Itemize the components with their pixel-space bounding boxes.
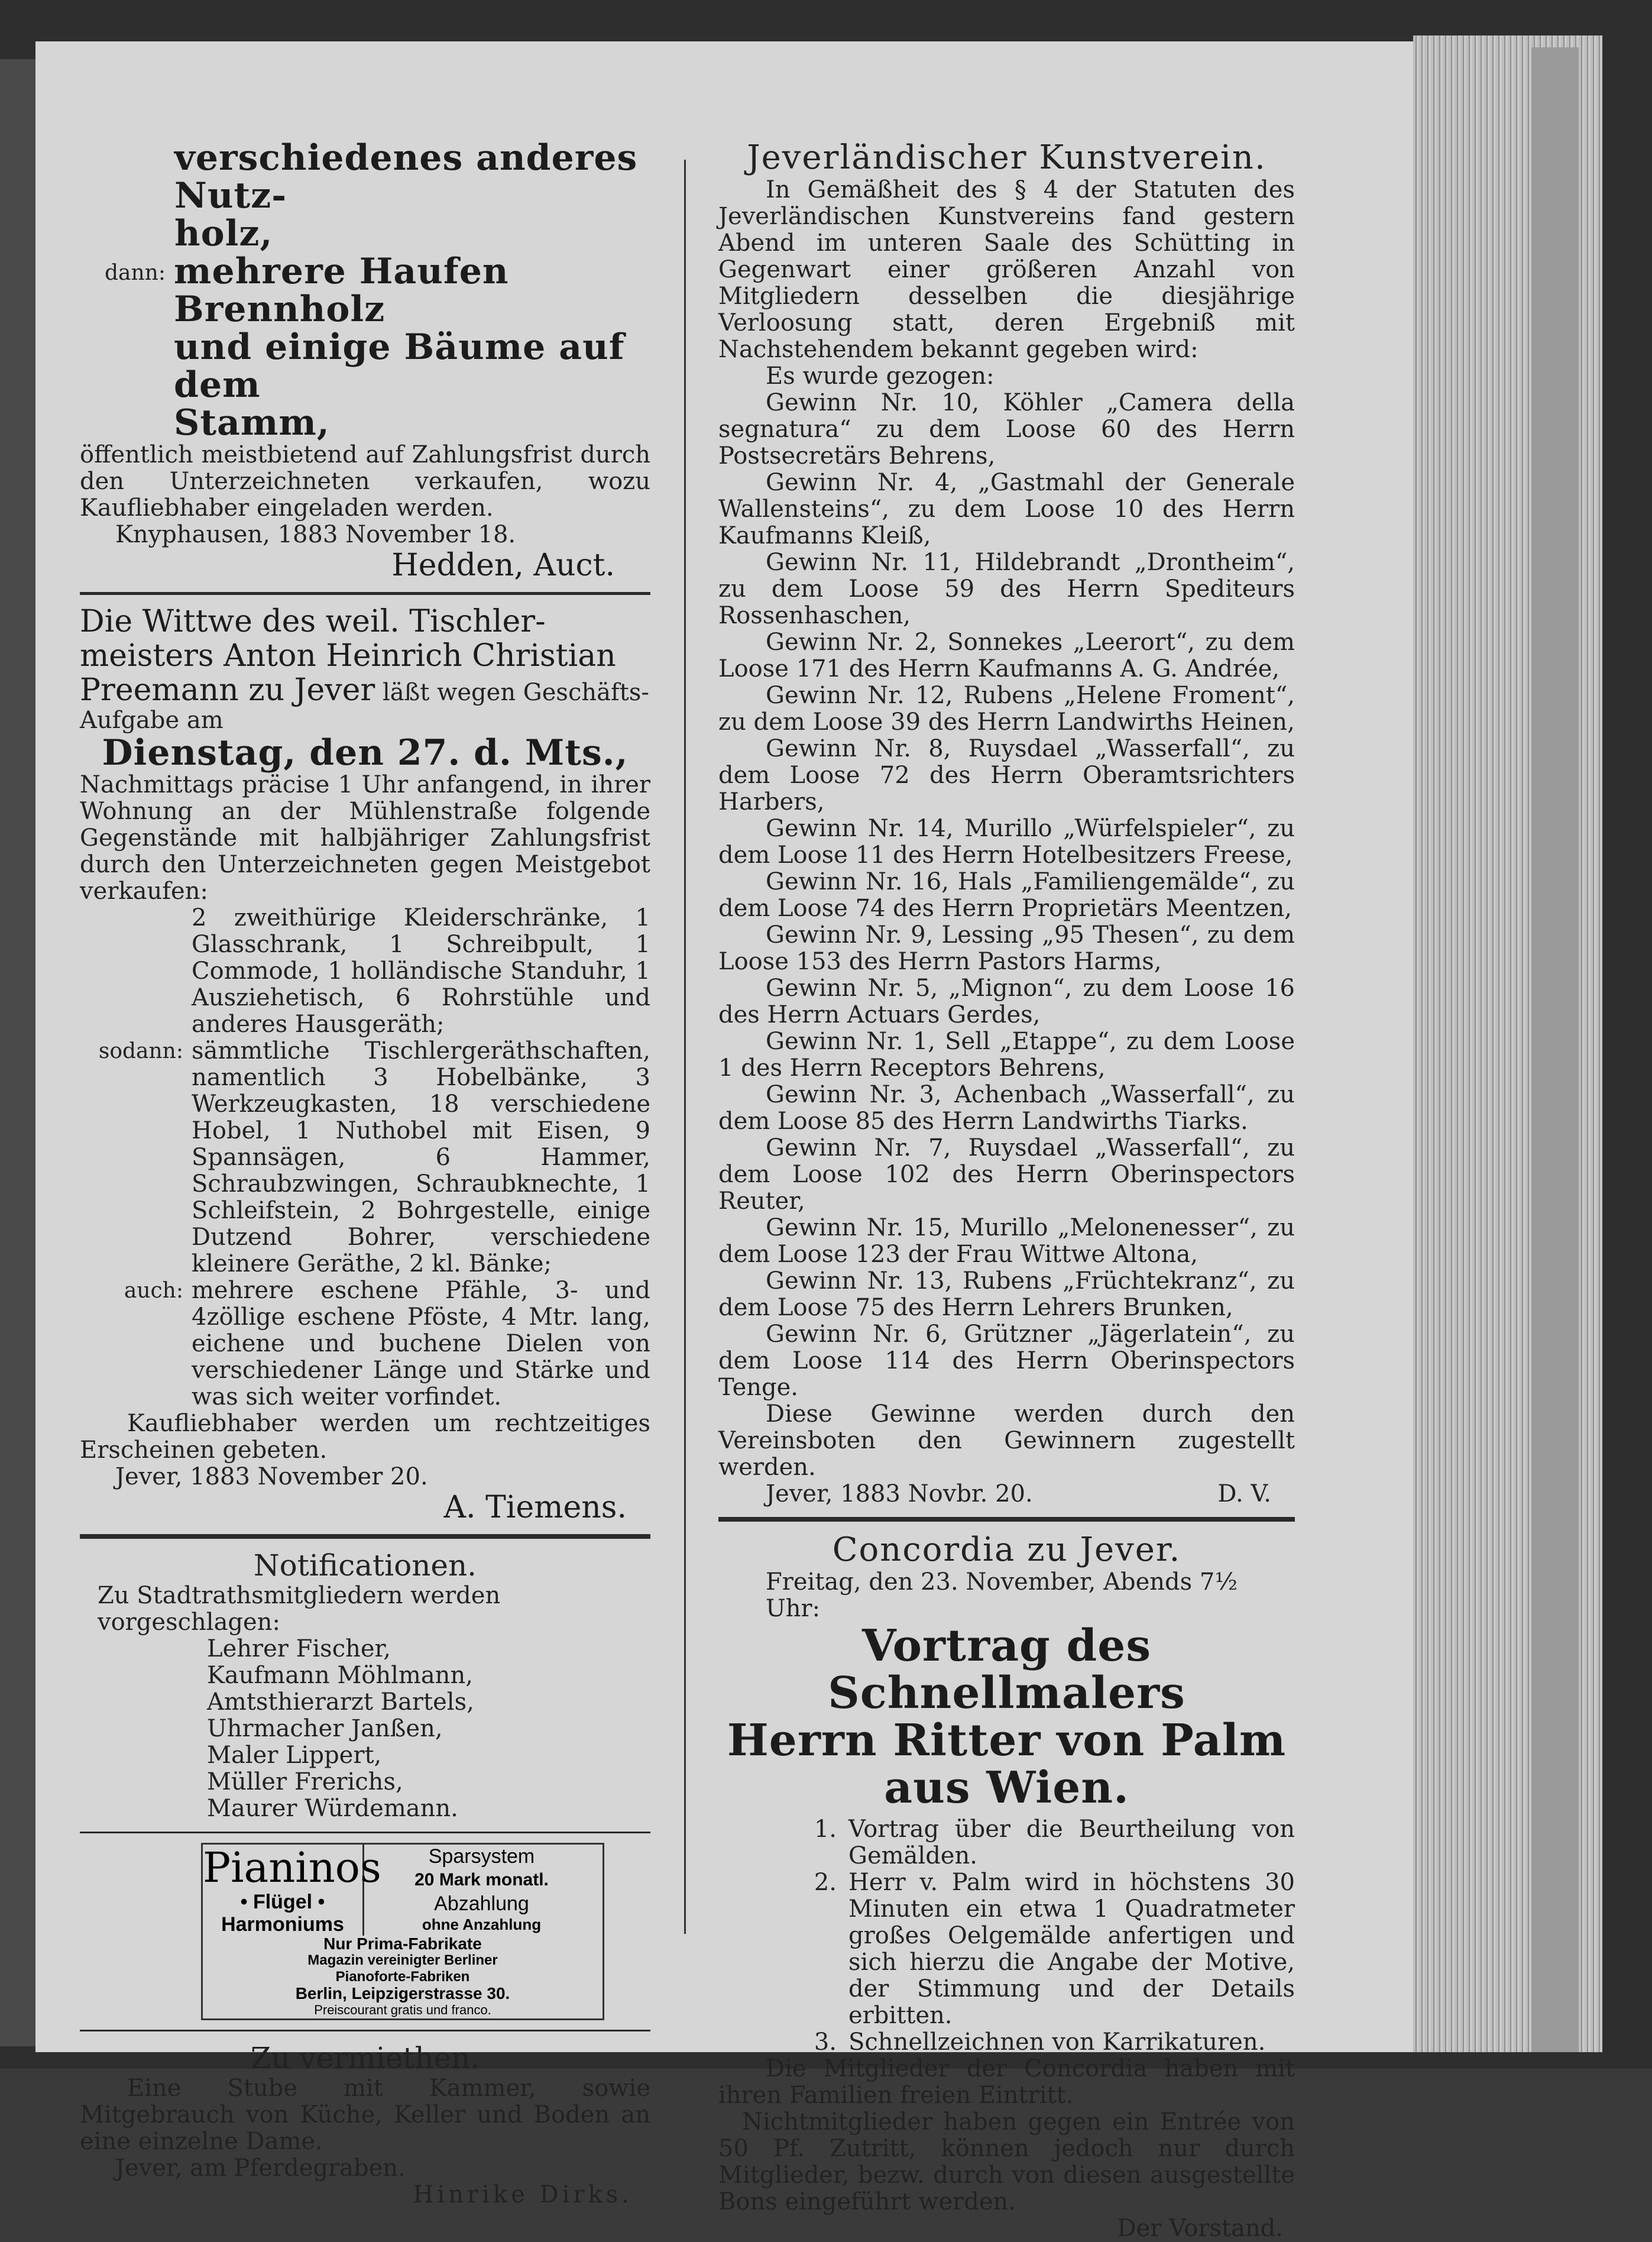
program-number: 2. <box>814 1869 837 1896</box>
lottery-win: Gewinn Nr. 11, Hildebrandt „Drontheim“, zu dem Loose 59 des Herrn Spediteurs Rossenhaschen, <box>718 549 1295 629</box>
lottery-win: Gewinn Nr. 13, Rubens „Früchtekranz“, zu dem Loose 75 des Herrn Lehrers Brunken, <box>718 1267 1295 1321</box>
auction2-items-text: 2 zweithürige Kleiderschränke, 1 Glasschrank, 1 Schreibpult, 1 Commode, 1 holländische Standuhr, 1 Ausziehetisch, 6 Rohrstühle und anderes Hausgeräth; <box>192 904 650 1038</box>
lottery-win: Gewinn Nr. 6, Grützner „Jägerlatein“, zu dem Loose 114 des Herrn Oberinspectors Tenge. <box>718 1321 1295 1401</box>
rental-text: Eine Stube mit Kammer, sowie Mitgebrauch von Küche, Keller und Boden an eine einzelne Dame. <box>80 2075 650 2155</box>
auction2-items-text: sämmtliche Tischlergeräthschaften, namentlich 3 Hobelbänke, 3 Werkzeugkasten, 18 verschiedene Hobel, 1 Nuthobel mit Eisen, 9 Spannsägen, 6 Hammer, Schraubzwingen, Schraubknechte, 1 Schleifstein, 2 Bohrgestelle, einige Dutzend Bohrer, verschiedene kleinere Geräthe, 2 kl. Bänke; <box>192 1037 650 1277</box>
piano-ad-top <box>203 1845 599 1936</box>
lottery-win: Gewinn Nr. 1, Sell „Etappe“, zu dem Loose 1 des Herrn Receptors Behrens, <box>718 1028 1295 1082</box>
auction2-place-date: Jever, 1883 November 20. <box>115 1463 428 1490</box>
auction-dann-block <box>80 253 650 442</box>
section-rule <box>80 592 650 595</box>
dann-label: dann: <box>104 261 166 285</box>
concordia-heading: Concordia zu Jever. <box>832 1531 1181 1569</box>
section-rule <box>80 1534 650 1539</box>
kunstverein-signature: D. V. <box>1217 1480 1271 1507</box>
lottery-win: Gewinn Nr. 8, Ruysdael „Wasserfall“, zu dem Loose 72 des Herrn Oberamtsrichters Harbers, <box>718 735 1295 816</box>
program-text: Herr v. Palm wird in höchstens 30 Minuten ein etwa 1 Quadratmeter großes Oelgemälde anfertigen und sich hierzu die Angabe der Motive, der Stimmung und der Details erbitten. <box>848 1869 1295 2029</box>
auction2-heading-line: Aufgabe am <box>80 707 223 734</box>
notifications-section <box>80 1548 650 1822</box>
column-divider <box>684 160 686 1934</box>
lottery-win: Gewinn Nr. 9, Lessing „95 Thesen“, zu dem Loose 153 des Herrn Pastors Harms, <box>718 921 1295 975</box>
section-rule <box>80 1832 650 1833</box>
section-rule <box>80 2030 650 2031</box>
candidate-list <box>80 1636 650 1822</box>
lottery-win: Gewinn Nr. 15, Murillo „Melonenesser“, zu dem Loose 123 der Frau Wittwe Altona, <box>718 1214 1295 1268</box>
piano-advertisement <box>201 1843 604 2020</box>
piano-ad-line: Magazin vereinigter Berliner <box>307 1952 498 1968</box>
lottery-win: Gewinn Nr. 5, „Mignon“, zu dem Loose 16 des Herrn Actuars Gerdes, <box>718 975 1295 1028</box>
piano-ad-line: Preiscourant gratis und franco. <box>314 2002 491 2017</box>
rental-notice <box>80 2041 650 2208</box>
lottery-win: Gewinn Nr. 14, Murillo „Würfelspieler“, zu dem Loose 11 des Herrn Hotelbesitzers Freese, <box>718 815 1295 869</box>
section-rule <box>718 1517 1295 1522</box>
piano-system: Sparsystem <box>428 1845 535 1868</box>
candidate-name: Maler Lippert, <box>207 1742 382 1769</box>
auction2-items-text: mehrere eschene Pfähle, 3- und 4zöllige eschene Pföste, 4 Mtr. lang, eichene und buchene Dielen von verschiedener Länge und Stärke und was sich weiter vorfindet. <box>192 1277 650 1410</box>
spacer <box>80 905 192 1038</box>
auction-place-date: Knyphausen, 1883 November 18. <box>115 521 516 548</box>
piano-ad-line: Nur Prima-Fabrikate <box>323 1934 482 1953</box>
program-item <box>772 1816 1295 1869</box>
auction-signature: Hedden, Auct. <box>391 548 615 583</box>
lottery-win: Gewinn Nr. 7, Ruysdael „Wasserfall“, zu dem Loose 102 des Herrn Oberinspectors Reuter, <box>718 1134 1295 1215</box>
concordia-members: Die Mitglieder der Concordia haben mit ihren Familien freien Eintritt. <box>718 2055 1295 2109</box>
auch-label: auch: <box>124 1279 183 1303</box>
piano-line: Harmoniums <box>221 1913 344 1936</box>
left-column <box>80 139 650 2208</box>
book-binding-shadow <box>1531 47 1579 2052</box>
right-column <box>718 139 1295 2242</box>
auction2-closing: Kaufliebhaber werden um rechtzeitiges Erscheinen gebeten. <box>80 1410 650 1464</box>
lottery-win: Gewinn Nr. 12, Rubens „Helene Froment“, zu dem Loose 39 des Herrn Landwirths Heinen, <box>718 682 1295 736</box>
kunstverein-closing: Diese Gewinne werden durch den Vereinsboten den Gewinnern zugestellt werden. <box>718 1400 1295 1481</box>
lottery-win: Gewinn Nr. 3, Achenbach „Wasserfall“, zu dem Loose 85 des Herrn Landwirths Tiarks. <box>718 1081 1295 1135</box>
auction-big-line: verschiedenes anderes Nutz- <box>174 137 638 216</box>
program-item <box>772 1869 1295 2029</box>
piano-system: 20 Mark monatl. <box>414 1870 549 1890</box>
lottery-results <box>718 390 1295 1401</box>
kunstverein-notice <box>718 139 1295 1507</box>
dann-items <box>174 253 650 442</box>
candidate-name: Lehrer Fischer, <box>207 1635 391 1662</box>
piano-ad-left <box>203 1843 381 1936</box>
rental-place: Jever, am Pferdegraben. <box>115 2154 406 2182</box>
kunstverein-heading: Jeverländischer Kunstverein. <box>747 138 1266 177</box>
lottery-win: Gewinn Nr. 10, Köhler „Camera della segnatura“ zu dem Loose 60 des Herrn Postsecretärs Behrens, <box>718 389 1295 470</box>
auction-big-line: holz, <box>174 213 273 254</box>
auction2-signature: A. Tiemens. <box>443 1490 627 1525</box>
candidate-name: Amtsthierarzt Bartels, <box>207 1688 474 1716</box>
concordia-big-line: Vortrag des Schnellmalers <box>828 1620 1185 1719</box>
candidate-name: Kaufmann Möhlmann, <box>207 1662 473 1689</box>
rental-heading: Zu vermiethen. <box>250 2041 480 2075</box>
auction2-heading-line: meisters Anton Heinrich Christian <box>80 638 616 674</box>
auction2-items-2 <box>80 1038 650 1277</box>
concordia-signature: Der Vorstand. <box>1117 2215 1283 2242</box>
auction2-date: Dienstag, den 27. d. Mts., <box>102 732 629 774</box>
auction2-body-text: Nachmittags präcise 1 Uhr anfangend, in ihrer Wohnung an der Mühlenstraße folgende Gegenstände mit halbjähriger Zahlungsfrist durch den Unterzeichneten gegen Meistgebot verkaufen: <box>80 771 650 905</box>
piano-system: ohne Anzahlung <box>422 1916 542 1933</box>
piano-line: • Flügel • <box>240 1891 325 1913</box>
piano-ad-line: Pianoforte-Fabriken <box>335 1969 470 1985</box>
lottery-win: Gewinn Nr. 4, „Gastmahl der Generale Wallensteins“, zu dem Loose 10 des Herrn Kaufmanns Kleiß, <box>718 469 1295 549</box>
piano-system: Abzahlung <box>434 1892 529 1915</box>
rental-signature: Hinrike Dirks. <box>413 2181 633 2208</box>
kunstverein-intro: In Gemäßheit des § 4 der Statuten des Jeverländischen Kunstvereins fand gestern Abend im unteren Saale des Schütting in Gegenwart einer größeren Anzahl von Mitgliedern desselben die diesjährige Verloosung statt, deren Ergebniß mit Nachstehendem bekannt gegeben wird: <box>718 176 1295 363</box>
kunstverein-drawn: Es wurde gezogen: <box>766 363 995 390</box>
auction2-items-3 <box>80 1277 650 1410</box>
candidate-name: Uhrmacher Janßen, <box>207 1715 443 1742</box>
auction2-seller-text: läßt wegen Geschäfts- <box>382 679 649 706</box>
program-item <box>772 2029 1295 2056</box>
auction-big-line: mehrere Haufen Brennholz <box>174 251 509 330</box>
sodann-label: sodann: <box>98 1039 183 1063</box>
piano-ad-line: Berlin, Leipzigerstrasse 30. <box>295 1984 510 2002</box>
auction-big-line: und einige Bäume auf dem <box>174 326 625 406</box>
concordia-date: Freitag, den 23. November, Abends 7½ Uhr: <box>766 1568 1238 1622</box>
candidate-name: Müller Frerichs, <box>207 1768 403 1795</box>
kunstverein-footer <box>718 1481 1295 1507</box>
concordia-big-line: aus Wien. <box>884 1762 1129 1813</box>
concordia-notice <box>718 1531 1295 2242</box>
candidate-name: Maurer Würdemann. <box>207 1795 458 1822</box>
auction2-items-1 <box>80 905 650 1038</box>
program-number: 3. <box>814 2029 837 2056</box>
piano-ad-right <box>364 1845 599 1936</box>
concordia-big-line: Herrn Ritter von Palm <box>727 1715 1287 1766</box>
auction-notice-preemann <box>80 604 650 1525</box>
program-text: Schnellzeichnen von Karrikaturen. <box>848 2029 1266 2056</box>
auction2-seller-name: Preemann zu Jever <box>80 672 375 708</box>
notifications-intro: Zu Stadtrathsmitgliedern werden vorgeschlagen: <box>98 1582 501 1636</box>
auction2-heading-line <box>80 673 650 707</box>
piano-brand: Pianinos <box>203 1843 381 1892</box>
lottery-win: Gewinn Nr. 2, Sonnekes „Leerort“, zu dem Loose 171 des Herrn Kaufmanns A. G. Andrée, <box>718 629 1295 682</box>
lottery-win: Gewinn Nr. 16, Hals „Familiengemälde“, zu dem Loose 74 des Herrn Proprietärs Meentzen, <box>718 868 1295 922</box>
auction-notice-knyphausen <box>80 139 650 583</box>
auction-big-line: Stamm, <box>174 402 330 444</box>
program-text: Vortrag über die Beurtheilung von Gemälden. <box>848 1816 1295 1869</box>
concordia-nonmembers: Nichtmitglieder haben gegen ein Entrée von 50 Pf. Zutritt, können jedoch nur durch Mitglieder, bezw. durch von diesen ausgestellte Bons eingeführt werden. <box>718 2108 1295 2215</box>
kunstverein-place-date: Jever, 1883 Novbr. 20. <box>766 1480 1033 1507</box>
program-list <box>718 1811 1295 2056</box>
auction2-heading-line: Die Wittwe des weil. Tischler- <box>80 604 546 639</box>
program-number: 1. <box>814 1816 837 1843</box>
auction-body-text: öffentlich meistbietend auf Zahlungsfrist durch den Unterzeichneten verkaufen, wozu Kaufliebhaber eingeladen werden. <box>80 441 650 522</box>
notifications-heading: Notificationen. <box>253 1548 477 1583</box>
